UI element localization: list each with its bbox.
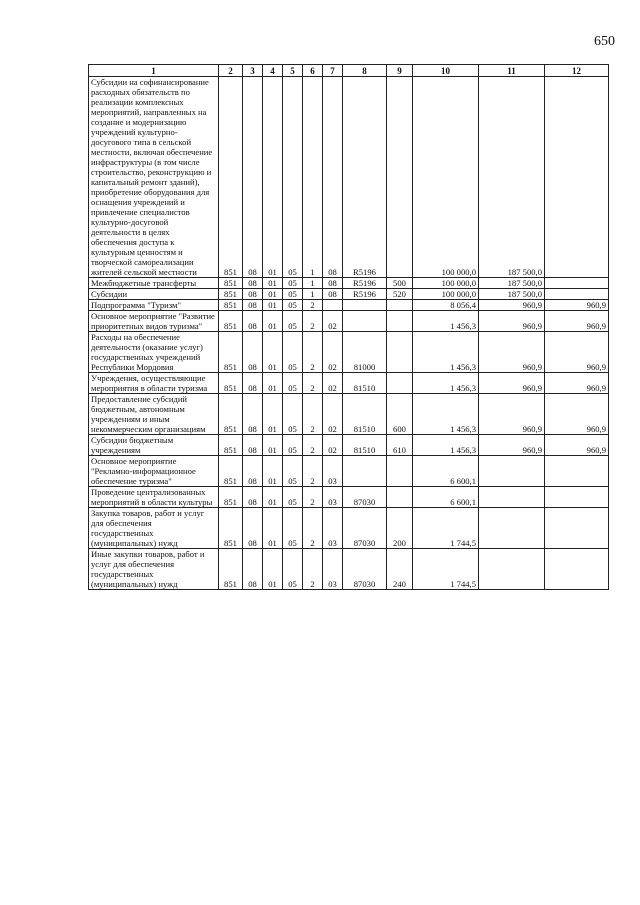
row-value-cell: 851 [219,332,243,373]
row-value-cell: 01 [263,289,283,300]
row-value-cell: 08 [243,456,263,487]
row-value-cell: R5196 [343,77,387,278]
row-value-cell: 187 500,0 [479,289,545,300]
row-value-cell: 1 [303,77,323,278]
row-value-cell: 02 [323,332,343,373]
row-value-cell: 08 [243,508,263,549]
page-number: 650 [594,34,615,49]
row-value-cell: 08 [243,332,263,373]
row-value-cell: 08 [323,278,343,289]
row-value-cell [479,508,545,549]
row-value-cell: 960,9 [479,435,545,456]
row-value-cell [387,487,413,508]
row-value-cell: 100 000,0 [413,77,479,278]
row-value-cell: 01 [263,508,283,549]
row-value-cell: 960,9 [545,373,609,394]
row-value-cell: 01 [263,311,283,332]
row-value-cell [545,289,609,300]
row-name-cell: Проведение централизованных мероприятий в области культуры [89,487,219,508]
row-value-cell [323,300,343,311]
row-value-cell: 01 [263,278,283,289]
row-value-cell [545,278,609,289]
row-value-cell: R5196 [343,278,387,289]
row-value-cell [545,549,609,590]
row-value-cell: 05 [283,508,303,549]
row-value-cell: 08 [323,289,343,300]
table-row [89,435,609,456]
row-value-cell [387,300,413,311]
row-value-cell: 87030 [343,549,387,590]
row-value-cell: 08 [243,394,263,435]
row-value-cell: 01 [263,487,283,508]
table-row [89,549,609,590]
row-value-cell: 05 [283,394,303,435]
row-value-cell: 960,9 [545,435,609,456]
row-value-cell: 1 744,5 [413,549,479,590]
row-value-cell: 2 [303,456,323,487]
row-value-cell [545,508,609,549]
row-name-cell: Расходы на обеспечение деятельности (оказание услуг) государственных учреждений Республики Мордовия [89,332,219,373]
column-header: 3 [243,65,263,77]
row-value-cell: 01 [263,373,283,394]
row-value-cell: 01 [263,549,283,590]
row-value-cell: 851 [219,487,243,508]
row-name-cell: Предоставление субсидий бюджетным, автономным учреждениям и иным некоммерческим организациям [89,394,219,435]
row-value-cell: 01 [263,300,283,311]
row-value-cell: 1 456,3 [413,373,479,394]
row-value-cell: 851 [219,289,243,300]
row-value-cell: 01 [263,332,283,373]
row-value-cell [387,311,413,332]
row-value-cell: 08 [243,311,263,332]
row-value-cell: 03 [323,508,343,549]
row-value-cell: 500 [387,278,413,289]
row-value-cell: 6 600,1 [413,456,479,487]
row-name-cell: Иные закупки товаров, работ и услуг для обеспечения государственных (муниципальных) нужд [89,549,219,590]
row-value-cell: 1 456,3 [413,332,479,373]
column-header: 11 [479,65,545,77]
column-header: 2 [219,65,243,77]
row-value-cell: 01 [263,394,283,435]
row-value-cell: 8 056,4 [413,300,479,311]
row-value-cell: 01 [263,456,283,487]
row-value-cell [387,373,413,394]
row-value-cell: 2 [303,487,323,508]
row-value-cell: 1 456,3 [413,311,479,332]
column-header: 1 [89,65,219,77]
row-value-cell [343,456,387,487]
column-header: 8 [343,65,387,77]
table-row [89,487,609,508]
table-row [89,332,609,373]
table-row [89,394,609,435]
column-header: 9 [387,65,413,77]
row-value-cell: 05 [283,456,303,487]
row-value-cell: 960,9 [479,311,545,332]
row-value-cell: 240 [387,549,413,590]
row-value-cell: 81000 [343,332,387,373]
row-value-cell [343,300,387,311]
row-name-cell: Закупка товаров, работ и услуг для обеспечения государственных (муниципальных) нужд [89,508,219,549]
row-value-cell: 03 [323,456,343,487]
row-value-cell: 960,9 [479,373,545,394]
table-row [89,77,609,278]
row-value-cell: 02 [323,435,343,456]
row-value-cell: 6 600,1 [413,487,479,508]
row-value-cell: 08 [243,278,263,289]
row-value-cell: 960,9 [545,332,609,373]
row-value-cell: 960,9 [479,394,545,435]
row-name-cell: Основное мероприятие "Рекламно-информационное обеспечение туризма" [89,456,219,487]
row-value-cell: 08 [323,77,343,278]
row-value-cell: 87030 [343,508,387,549]
row-value-cell [343,311,387,332]
column-header: 12 [545,65,609,77]
column-header: 10 [413,65,479,77]
row-value-cell: 81510 [343,435,387,456]
row-value-cell: 851 [219,435,243,456]
row-value-cell: 08 [243,487,263,508]
row-value-cell [387,456,413,487]
row-value-cell: 01 [263,77,283,278]
row-value-cell [545,456,609,487]
row-value-cell: 2 [303,311,323,332]
row-value-cell: 851 [219,311,243,332]
table-row [89,278,609,289]
budget-table [88,64,609,590]
table-row [89,289,609,300]
row-value-cell: 08 [243,289,263,300]
row-value-cell: 960,9 [479,332,545,373]
row-value-cell: 851 [219,456,243,487]
table-row [89,300,609,311]
row-value-cell: 02 [323,373,343,394]
row-value-cell: 851 [219,278,243,289]
row-value-cell: 2 [303,549,323,590]
row-value-cell [479,487,545,508]
row-value-cell: 02 [323,394,343,435]
row-value-cell: 01 [263,435,283,456]
row-value-cell: 08 [243,549,263,590]
row-name-cell: Подпрограмма "Туризм" [89,300,219,311]
row-value-cell: 851 [219,300,243,311]
row-value-cell: 08 [243,300,263,311]
row-value-cell: 2 [303,300,323,311]
row-name-cell: Субсидии [89,289,219,300]
row-value-cell: 960,9 [479,300,545,311]
row-value-cell: 600 [387,394,413,435]
row-value-cell: 05 [283,373,303,394]
row-value-cell: 05 [283,77,303,278]
row-value-cell: 2 [303,332,323,373]
row-value-cell [479,549,545,590]
row-value-cell: 520 [387,289,413,300]
row-value-cell [387,332,413,373]
row-value-cell: 960,9 [545,394,609,435]
row-value-cell: 187 500,0 [479,278,545,289]
row-value-cell: 81510 [343,394,387,435]
row-value-cell: 05 [283,549,303,590]
row-value-cell: 610 [387,435,413,456]
row-value-cell: 08 [243,373,263,394]
row-value-cell: 05 [283,278,303,289]
column-header: 7 [323,65,343,77]
row-name-cell: Межбюджетные трансферты [89,278,219,289]
row-name-cell: Субсидии на софинансирование расходных обязательств по реализации комплексных мероприятий, направленных на создание и модернизацию учреждений культурно-досугового типа в сельской местности, включая обеспечение инфраструктуры (в том числе строительство, реконструкцию и капитальный ремонт зданий), приобретение оборудования для оснащения учреждений и привлечение специалистов культурно-досуговой деятельности в целях обеспечения доступа к культурным ценностям и творческой самореализации жителей сельской местности [89,77,219,278]
row-value-cell [545,77,609,278]
row-value-cell: 05 [283,311,303,332]
row-value-cell: 851 [219,77,243,278]
row-value-cell: 1 456,3 [413,394,479,435]
row-value-cell: 05 [283,435,303,456]
row-value-cell: 200 [387,508,413,549]
row-value-cell: 1 [303,278,323,289]
row-name-cell: Учреждения, осуществляющие мероприятия в области туризма [89,373,219,394]
column-header: 4 [263,65,283,77]
row-value-cell: 1 [303,289,323,300]
row-value-cell: 81510 [343,373,387,394]
row-value-cell: 05 [283,487,303,508]
row-value-cell: 08 [243,77,263,278]
row-value-cell: 187 500,0 [479,77,545,278]
row-name-cell: Основное мероприятие "Развитие приоритетных видов туризма" [89,311,219,332]
row-value-cell: 05 [283,300,303,311]
table-row [89,456,609,487]
row-value-cell: 1 456,3 [413,435,479,456]
row-value-cell [479,456,545,487]
row-name-cell: Субсидии бюджетным учреждениям [89,435,219,456]
row-value-cell: 851 [219,549,243,590]
row-value-cell: 2 [303,394,323,435]
row-value-cell: 05 [283,332,303,373]
row-value-cell: 1 744,5 [413,508,479,549]
row-value-cell: 100 000,0 [413,278,479,289]
column-header: 6 [303,65,323,77]
table-row [89,508,609,549]
row-value-cell: 03 [323,487,343,508]
row-value-cell: 2 [303,435,323,456]
row-value-cell: 851 [219,373,243,394]
row-value-cell: 05 [283,289,303,300]
row-value-cell: R5196 [343,289,387,300]
row-value-cell: 02 [323,311,343,332]
row-value-cell: 100 000,0 [413,289,479,300]
row-value-cell: 87030 [343,487,387,508]
table-row [89,373,609,394]
table-row [89,311,609,332]
row-value-cell: 960,9 [545,300,609,311]
row-value-cell: 08 [243,435,263,456]
row-value-cell: 03 [323,549,343,590]
row-value-cell: 2 [303,373,323,394]
row-value-cell: 2 [303,508,323,549]
row-value-cell [387,77,413,278]
table-header-row [89,65,609,77]
row-value-cell: 851 [219,394,243,435]
row-value-cell [545,487,609,508]
row-value-cell: 851 [219,508,243,549]
row-value-cell: 960,9 [545,311,609,332]
column-header: 5 [283,65,303,77]
